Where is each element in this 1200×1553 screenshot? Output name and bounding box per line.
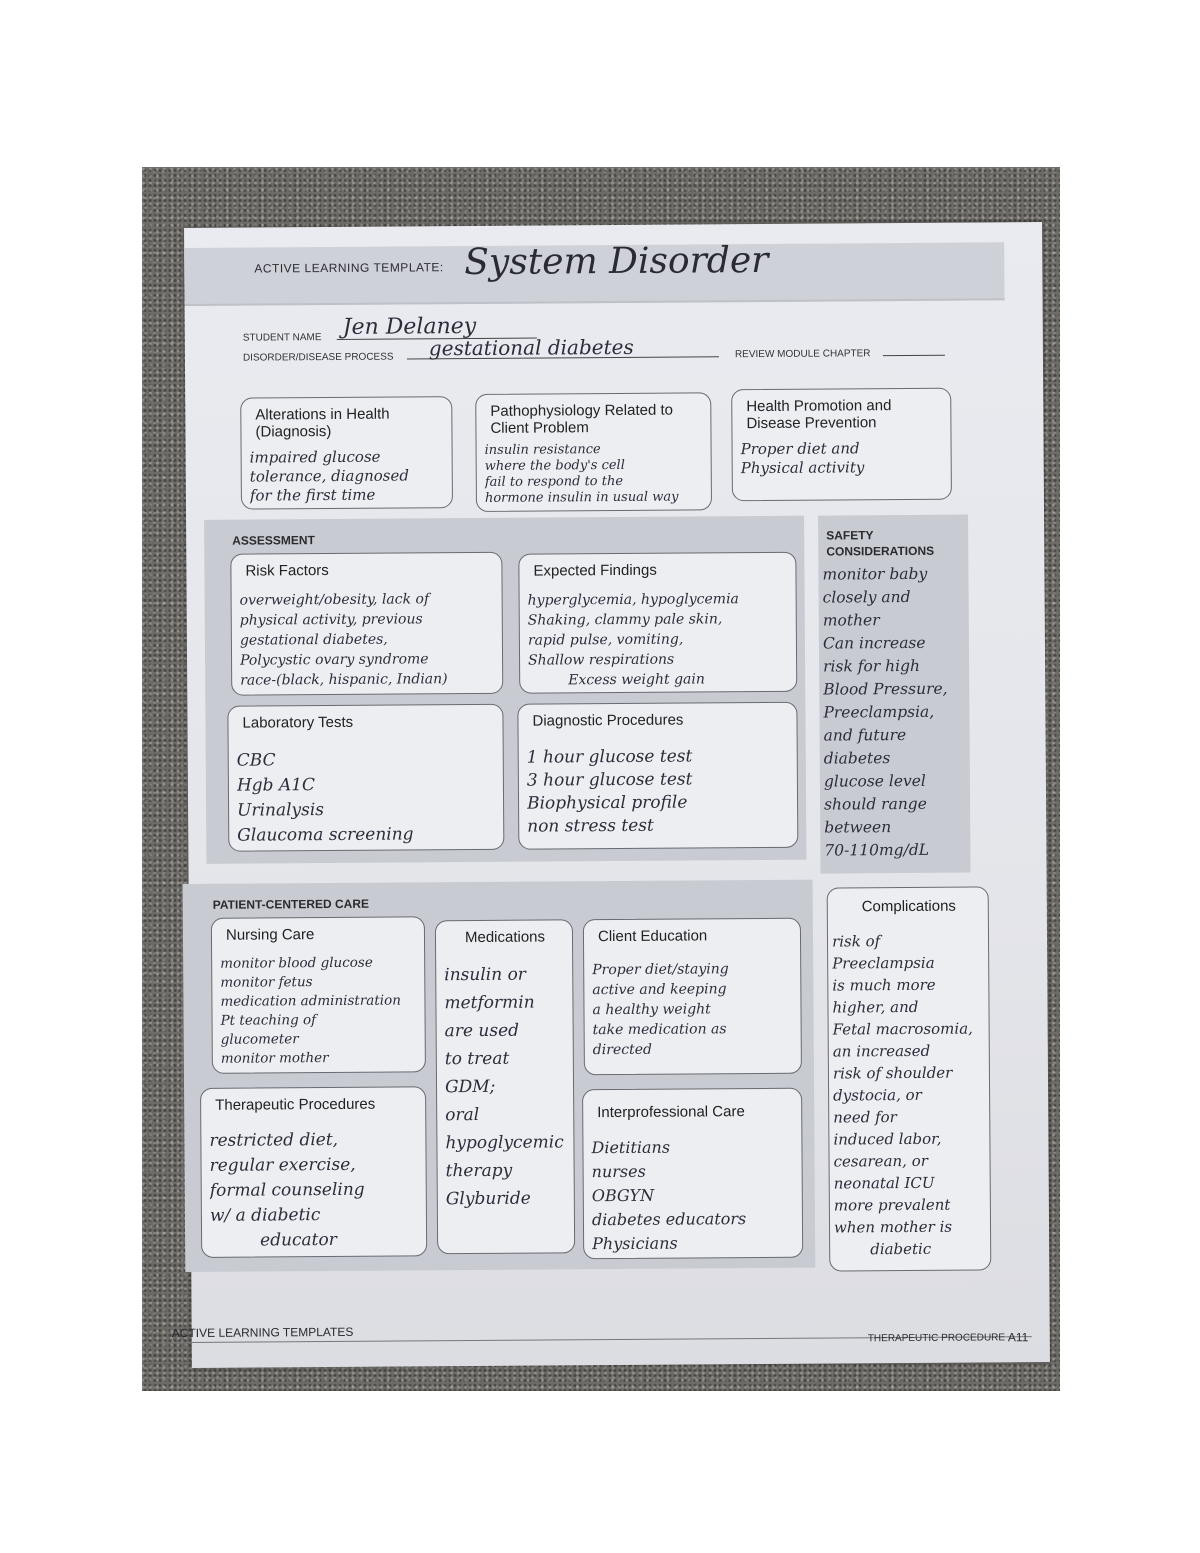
health-promotion-body[interactable] <box>741 439 945 478</box>
worksheet-page <box>171 222 1050 1368</box>
risk-factors-line: overweight/obesity, lack of <box>239 591 430 609</box>
therapeutic-procedures-line: regular exercise, <box>209 1154 356 1176</box>
complications-title: Complications <box>861 897 956 916</box>
complications-line: higher, and <box>832 997 919 1017</box>
medications-line: metformin <box>444 992 535 1014</box>
alterations-box <box>240 396 453 509</box>
medications-line: GDM; <box>444 1076 496 1098</box>
safety-line: closely and <box>822 587 911 607</box>
diagnostic-procedures-line: non stress test <box>527 815 654 837</box>
therapeutic-procedures-line: formal counseling <box>209 1179 365 1201</box>
pathophysiology-line: hormone insulin in usual way <box>484 489 679 506</box>
safety-line: glucose level <box>823 771 926 791</box>
medications-line: therapy <box>445 1160 513 1182</box>
expected-findings-line: hyperglycemia, hypoglycemia <box>527 591 739 609</box>
expected-findings-line: Excess weight gain <box>568 671 705 689</box>
nursing-care-body[interactable] <box>220 953 419 1068</box>
medications-line: oral <box>445 1104 480 1126</box>
safety-title: SAFETY CONSIDERATIONS <box>826 528 935 559</box>
student-name-value[interactable]: Jen Delaney <box>342 313 477 340</box>
alterations-line: impaired glucose <box>249 447 381 467</box>
expected-findings-title: Expected Findings <box>533 561 657 580</box>
complications-line: cesarean, or <box>833 1151 928 1171</box>
risk-factors-box <box>230 552 503 696</box>
safety-line: Preeclampsia, <box>823 702 935 722</box>
risk-factors-line: race-(black, hispanic, Indian) <box>240 671 448 689</box>
medications-box <box>435 919 575 1254</box>
risk-factors-line: Polycystic ovary syndrome <box>239 651 429 669</box>
client-education-body[interactable] <box>592 959 795 1060</box>
safety-line: mother <box>822 611 880 630</box>
template-label: ACTIVE LEARNING TEMPLATE: <box>254 260 444 276</box>
diagnostic-procedures-title: Diagnostic Procedures <box>532 711 684 730</box>
complications-line: when mother is <box>833 1217 953 1237</box>
medications-title: Medications <box>464 928 546 947</box>
complications-line: dystocia, or <box>833 1085 922 1105</box>
client-education-title: Client Education <box>597 927 708 946</box>
client-education-line: directed <box>592 1041 652 1059</box>
laboratory-tests-box <box>227 704 504 852</box>
therapeutic-procedures-line: w/ a diabetic <box>209 1205 321 1226</box>
client-education-line: Proper diet/staying <box>592 961 729 979</box>
diagnostic-procedures-line: 1 hour glucose test <box>526 746 693 768</box>
diagnostic-procedures-line: 3 hour glucose test <box>526 769 693 791</box>
complications-line: Fetal macrosomia, <box>832 1019 973 1039</box>
medications-line: insulin or <box>444 964 526 986</box>
safety-line: and future <box>823 725 907 745</box>
laboratory-tests-line: CBC <box>236 750 276 771</box>
medications-line: hypoglycemic <box>445 1132 564 1154</box>
complications-line: neonatal ICU <box>833 1173 935 1193</box>
client-education-box <box>583 918 802 1076</box>
therapeutic-procedures-line: educator <box>260 1229 337 1251</box>
footer-page: A11 <box>1007 1330 1029 1345</box>
interprofessional-care-body[interactable] <box>591 1135 796 1256</box>
diagnostic-procedures-line: Biophysical profile <box>526 792 688 814</box>
laboratory-tests-line: Hgb A1C <box>236 775 316 796</box>
medications-line: to treat <box>444 1048 510 1070</box>
therapeutic-procedures-line: restricted diet, <box>209 1129 339 1151</box>
therapeutic-procedures-box <box>200 1086 427 1258</box>
nursing-care-line: monitor blood glucose <box>220 954 373 972</box>
nursing-care-line: monitor mother <box>220 1050 329 1067</box>
expected-findings-line: rapid pulse, vomiting, <box>527 631 684 649</box>
interprofessional-care-line: Physicians <box>592 1233 678 1254</box>
medications-body[interactable] <box>444 960 568 1213</box>
safety-line: risk for high <box>823 656 921 676</box>
complications-line: an increased <box>832 1041 931 1061</box>
complications-line: diabetic <box>870 1239 932 1259</box>
complications-body[interactable] <box>832 929 984 1260</box>
disorder-label: DISORDER/DISEASE PROCESS <box>242 351 394 364</box>
pathophysiology-box <box>475 392 712 512</box>
client-education-line: a healthy weight <box>592 1001 711 1019</box>
footer-left: ACTIVE LEARNING TEMPLATES <box>171 1324 354 1341</box>
interprofessional-care-title: Interprofessional Care <box>597 1103 745 1122</box>
diagnostic-procedures-body[interactable] <box>527 745 792 839</box>
medications-line: are used <box>444 1020 520 1042</box>
health-promotion-box <box>731 388 952 502</box>
nursing-care-line: Pt teaching of <box>220 1012 317 1029</box>
health-promotion-line: Proper diet and <box>740 439 860 459</box>
complications-line: induced labor, <box>833 1129 942 1149</box>
safety-line: should range <box>824 794 927 814</box>
complications-line: need for <box>833 1108 897 1127</box>
nursing-care-line: monitor fetus <box>220 974 313 991</box>
risk-factors-title: Risk Factors <box>245 562 329 580</box>
safety-line: 70-110mg/dL <box>824 840 930 860</box>
safety-line: between <box>824 818 892 837</box>
complications-line: is much more <box>832 975 936 995</box>
complications-box <box>827 886 992 1271</box>
student-name-label: STUDENT NAME <box>242 332 322 344</box>
review-module-line[interactable] <box>883 355 945 356</box>
alterations-line: for the first time <box>249 485 376 505</box>
safety-line: Blood Pressure, <box>823 679 948 699</box>
therapeutic-procedures-body[interactable] <box>209 1127 420 1253</box>
nursing-care-title: Nursing Care <box>225 926 315 944</box>
nursing-care-line: glucometer <box>220 1031 299 1048</box>
alterations-line: tolerance, diagnosed <box>249 466 409 486</box>
pathophysiology-body[interactable] <box>485 441 705 507</box>
pathophysiology-line: insulin resistance <box>484 442 601 458</box>
expected-findings-line: Shallow respirations <box>528 651 675 669</box>
health-promotion-title: Health Promotion and Disease Prevention <box>746 397 892 433</box>
disorder-value[interactable]: gestational diabetes <box>428 334 634 361</box>
interprofessional-care-box <box>582 1088 803 1260</box>
safety-line: monitor baby <box>822 564 928 584</box>
assessment-title: ASSESSMENT <box>232 533 315 548</box>
review-module-label: REVIEW MODULE CHAPTER <box>734 348 871 361</box>
pathophysiology-title: Pathophysiology Related to Client Problem <box>490 401 673 437</box>
complications-line: Preeclampsia <box>832 953 935 973</box>
laboratory-tests-line: Glaucoma screening <box>237 824 414 846</box>
expected-findings-box <box>518 552 797 694</box>
health-promotion-line: Physical activity <box>740 458 865 478</box>
laboratory-tests-line: Urinalysis <box>237 800 325 821</box>
nursing-care-line: medication administration <box>220 992 401 1010</box>
safety-line: Can increase <box>822 633 926 653</box>
patient-care-title: PATIENT-CENTERED CARE <box>212 896 370 912</box>
interprofessional-care-line: Dietitians <box>591 1137 671 1158</box>
safety-line: diabetes <box>823 749 891 768</box>
therapeutic-procedures-title: Therapeutic Procedures <box>215 1095 376 1114</box>
interprofessional-care-line: nurses <box>591 1161 646 1182</box>
interprofessional-care-line: OBGYN <box>591 1185 655 1206</box>
expected-findings-line: Shaking, clammy pale skin, <box>527 611 723 629</box>
risk-factors-line: physical activity, previous <box>239 611 423 629</box>
safety-body[interactable] <box>822 563 948 863</box>
footer-right: THERAPEUTIC PROCEDURE <box>867 1332 1006 1345</box>
pathophysiology-line: where the body's cell <box>484 457 625 474</box>
nursing-care-box <box>211 916 426 1073</box>
laboratory-tests-title: Laboratory Tests <box>242 713 354 732</box>
medications-line: Glyburide <box>445 1188 531 1210</box>
expected-findings-body[interactable] <box>528 589 791 691</box>
complications-line: more prevalent <box>833 1195 951 1215</box>
alterations-body[interactable] <box>250 447 446 505</box>
diagnostic-procedures-box <box>517 702 798 850</box>
laboratory-tests-body[interactable] <box>237 747 498 849</box>
template-title: System Disorder <box>464 239 769 284</box>
complications-line: risk of shoulder <box>832 1063 953 1083</box>
interprofessional-care-line: diabetes educators <box>591 1209 747 1230</box>
client-education-line: take medication as <box>592 1021 727 1039</box>
risk-factors-body[interactable] <box>240 589 497 691</box>
alterations-title: Alterations in Health (Diagnosis) <box>255 405 390 441</box>
pathophysiology-line: fail to respond to the <box>484 473 624 490</box>
complications-line: risk of <box>831 932 881 951</box>
risk-factors-line: gestational diabetes, <box>239 631 388 649</box>
client-education-line: active and keeping <box>592 981 727 999</box>
